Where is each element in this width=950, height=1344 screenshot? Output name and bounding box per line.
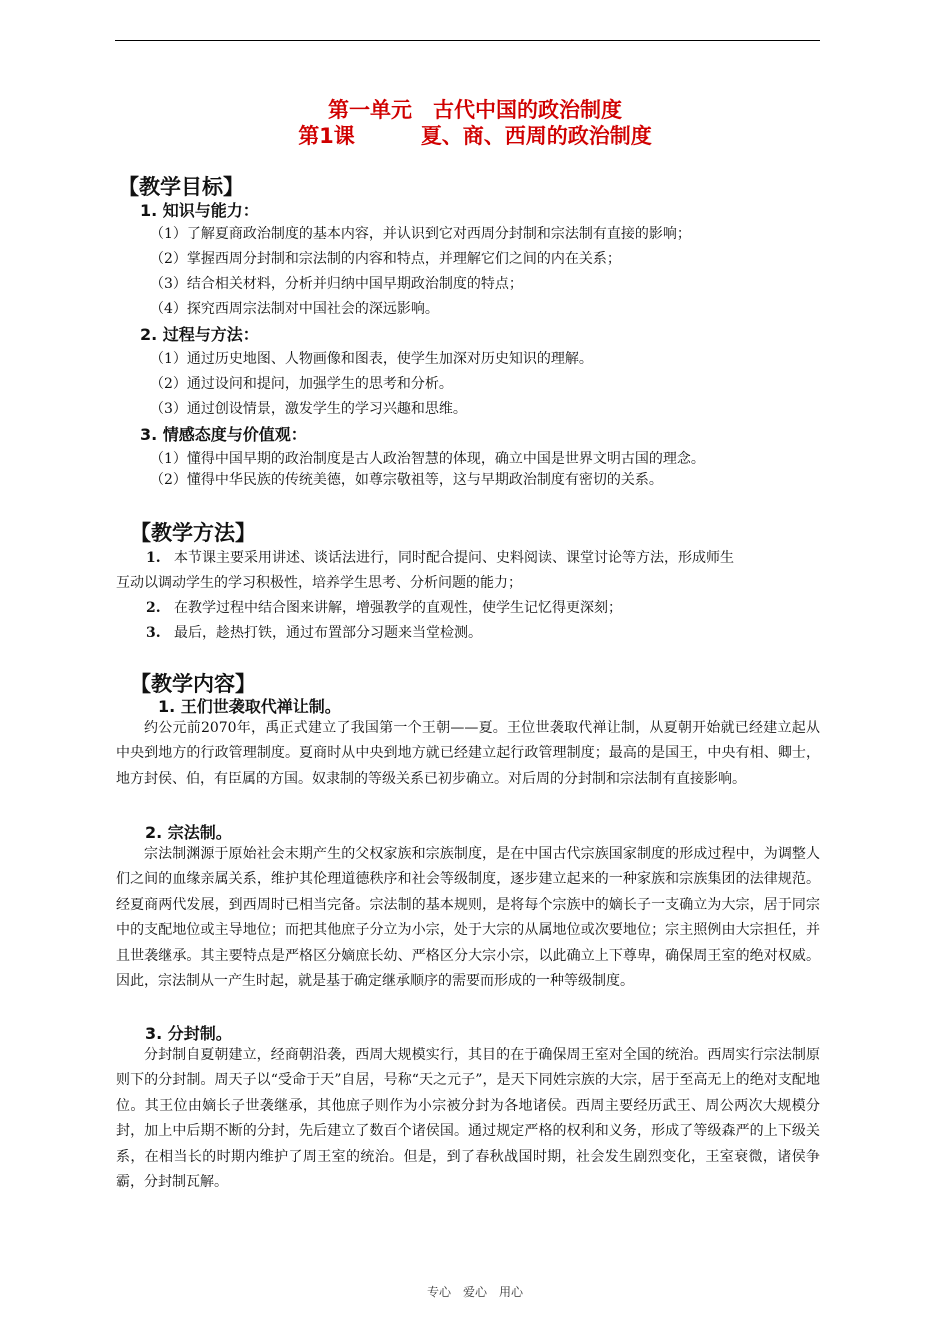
content-paragraph: 宗法制渊源于原始社会末期产生的父权家族和宗族制度，是在中国古代宗族国家制度的形成过程中，为调整人们之间的血缘亲属关系，维护其伦理道德秩序和社会等级制度，逐步建立起来的一种家族和宗族集团的法律规范。经夏商两代发展，到西周时已相当完备。宗法制的基本规则，是将每个宗族中的嫡长子一支确立为大宗，居于同宗中的支配地位或主导地位；而把其他庶子分立为小宗，处于大宗的从属地位或次要地位；宗主照例由大宗担任，并且世袭继承。其主要特点是严格区分嫡庶长幼、严格区分大宗小宗，以此确立上下尊卑，确保周王室的绝对权威。因此，宗法制从一产生时起，就是基于确定继承顺序的需要而形成的一种等级制度。 <box>116 846 820 990</box>
page-footer: 专心 爱心 用心 <box>426 1285 523 1299</box>
knowledge-item: （2）掌握西周分封制和宗法制的内容和特点，并理解它们之间的内在关系； <box>150 251 621 267</box>
method-item <box>146 547 734 567</box>
process-item: （2）通过设问和提问，加强学生的思考和分析。 <box>150 376 453 392</box>
unit-title: 第一单元 古代中国的政治制度 <box>328 98 622 122</box>
knowledge-title: 1. 知识与能力： <box>140 201 259 220</box>
method-item <box>146 622 482 642</box>
knowledge-item: （1）了解夏商政治制度的基本内容，并认识到它对西周分封制和宗法制有直接的影响； <box>150 226 691 242</box>
method-text: 互动以调动学生的学习积极性，培养学生思考、分析问题的能力； <box>116 575 522 591</box>
method-number: 1. <box>146 550 161 566</box>
lesson-name: 夏、商、西周的政治制度 <box>420 124 652 148</box>
values-title: 3. 情感态度与价值观： <box>140 425 307 444</box>
knowledge-item: （4）探究西周宗法制对中国社会的深远影响。 <box>150 301 439 317</box>
method-item <box>116 572 522 592</box>
content-heading: 【教学内容】 <box>130 672 256 696</box>
methods-heading: 【教学方法】 <box>130 521 256 545</box>
method-number: 3. <box>146 625 161 641</box>
header-rule <box>115 40 820 41</box>
method-text: 在教学过程中结合图来讲解，增强教学的直观性，使学生记忆得更深刻； <box>173 600 622 616</box>
content-paragraph: 分封制自夏朝建立，经商朝沿袭，西周大规模实行，其目的在于确保周王室对全国的统治。西周实行宗法制原则下的分封制。周天子以“受命于天”自居，号称“天之元子”，是天下同姓宗族的大宗，居于至高无上的绝对支配地位。其王位由嫡长子世袭继承，其他庶子则作为小宗被分封为各地诸侯。西周主要经历武王、周公两次大规模分封，加上中后期不断的分封，先后建立了数百个诸侯国。通过规定严格的权利和义务，形成了等级森严的上下级关系，在相当长的时期内维护了周王室的统治。但是，到了春秋战国时期，社会发生剧烈变化，王室衰微，诸侯争霸，分封制瓦解。 <box>116 1047 820 1191</box>
lesson-number: 第1课 <box>298 124 355 148</box>
content-paragraph: 约公元前2070年，禹正式建立了我国第一个王朝——夏。王位世袭取代禅让制，从夏朝开始就已经建立起从中央到地方的行政管理制度。夏商时从中央到地方就已经建立起行政管理制度；最高的是国王，中央有相、卿士，地方封侯、伯，有臣属的方国。奴隶制的等级关系已初步确立。对后周的分封制和宗法制有直接影响。 <box>116 720 820 787</box>
method-text: 本节课主要采用讲述、谈话法进行，同时配合提问、史料阅读、课堂讨论等方法，形成师生 <box>173 550 734 566</box>
values-item: （2）懂得中华民族的传统美德，如尊宗敬祖等，这与早期政治制度有密切的关系。 <box>150 472 663 488</box>
content-section-title: 2. 宗法制。 <box>145 823 232 842</box>
knowledge-item: （3）结合相关材料，分析并归纳中国早期政治制度的特点； <box>150 276 523 292</box>
lesson-title <box>0 120 950 150</box>
process-title: 2. 过程与方法： <box>140 325 259 344</box>
objectives-heading: 【教学目标】 <box>118 175 244 199</box>
content-section-title: 1. 王们世袭取代禅让制。 <box>158 697 341 716</box>
process-item: （1）通过历史地图、人物画像和图表，使学生加深对历史知识的理解。 <box>150 351 593 367</box>
content-section-title: 3. 分封制。 <box>145 1024 232 1043</box>
values-item: （1）懂得中国早期的政治制度是古人政治智慧的体现，确立中国是世界文明古国的理念。 <box>150 451 705 467</box>
process-item: （3）通过创设情景，激发学生的学习兴趣和思维。 <box>150 401 467 417</box>
method-text: 最后，趁热打铁，通过布置部分习题来当堂检测。 <box>173 625 482 641</box>
method-item <box>146 597 622 617</box>
method-number: 2. <box>146 600 161 616</box>
